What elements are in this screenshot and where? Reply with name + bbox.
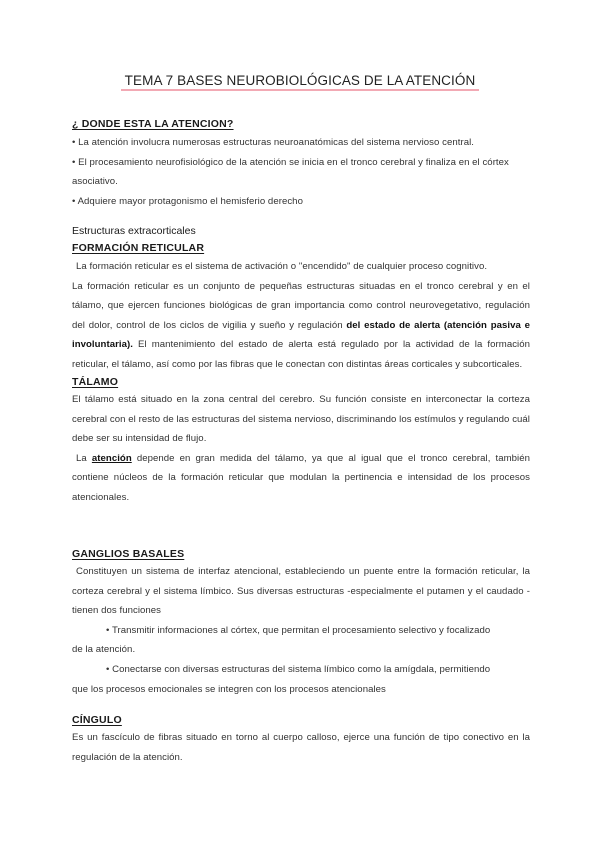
document-title: TEMA 7 BASES NEUROBIOLÓGICAS DE LA ATENCIÓN [121,73,480,91]
section-talamo [72,372,530,508]
title-container [0,72,600,91]
paragraph-talamo-1: El tálamo está situado en la zona central del cerebro. Su función consiste en interconectar la corteza cerebral con el resto de las estructuras del sistema nervioso, discriminando los estímulos y regulando cuál debe ser su intensidad de flujo. [72,394,530,445]
bold-word-atencion: atención [91,452,132,464]
bullet-item: • La atención involucra numerosas estructuras neuroanatómicas del sistema nervioso central. [72,137,474,148]
paragraph-formacion-2: La formación reticular es un conjunto de pequeñas estructuras situadas en el tronco cerebral y en el tálamo, que ejercen funciones biológicas de gran importancia como control neurovegetativo, regulación del dolor, control de los ciclos de vigilia y sueño y regulación del estado de alerta (atención pasiva e involuntaria). El mantenimiento del estado de alerta está regulado por la actividad de la formación reticular, el tálamo, así como por las fibras que le conectan con distintas áreas corticales y subcorticales. [72,280,530,370]
section-heading-ganglios: GANGLIOS BASALES [72,548,185,560]
section-donde [72,114,530,211]
bold-phrase-estado-alerta: del estado de alerta (atención pasiva e involuntaria). [72,319,530,351]
bullet-item: • El procesamiento neurofisiológico de la atención se inicia en el tronco cerebral y finaliza en el córtex asociativo. [72,156,509,188]
paragraph-cingulo-1: Es un fascículo de fibras situado en torno al cuerpo calloso, ejerce una función de tipo conectivo en la regulación de la atención. [72,732,530,763]
section-heading-cingulo: CÍNGULO [72,714,122,726]
section-estructuras [72,224,530,375]
section-ganglios [72,544,530,699]
section-cingulo [72,710,530,767]
paragraph-talamo-2: La atención depende en gran medida del tálamo, ya que al igual que el tronco cerebral, también contiene núcleos de la formación reticular que modulan la pertinencia e intensidad de los procesos atencionales. [72,452,531,503]
list-item-ganglios-2-cont: que los procesos emocionales se integren con los procesos atencionales [72,683,386,695]
list-item-ganglios-1-cont: de la atención. [72,644,136,656]
section-heading-formacion-reticular: FORMACIÓN RETICULAR [72,242,205,254]
paragraph-ganglios-1: Constituyen un sistema de interfaz atencional, estableciendo un puente entre la formación reticular, la corteza cerebral y el sistema límbico. Sus diversas estructuras -especialmente el putamen y el caudado - tienen dos funciones [72,566,530,617]
section-heading-talamo: TÁLAMO [72,376,119,388]
section-heading-estructuras: Estructuras extracorticales [72,225,196,237]
list-item-ganglios-1: • Transmitir informaciones al córtex, que permitan el procesamiento selectivo y focalizado [106,624,491,636]
bullet-item: • Adquiere mayor protagonismo el hemisferio derecho [72,195,303,207]
paragraph-formacion-1: La formación reticular es el sistema de activación o "encendido" de cualquier proceso cognitivo. [76,261,488,272]
section-heading-donde: ¿ DONDE ESTA LA ATENCION? [72,118,234,130]
list-item-ganglios-2: • Conectarse con diversas estructuras del sistema límbico como la amígdala, permitiendo [106,663,491,675]
